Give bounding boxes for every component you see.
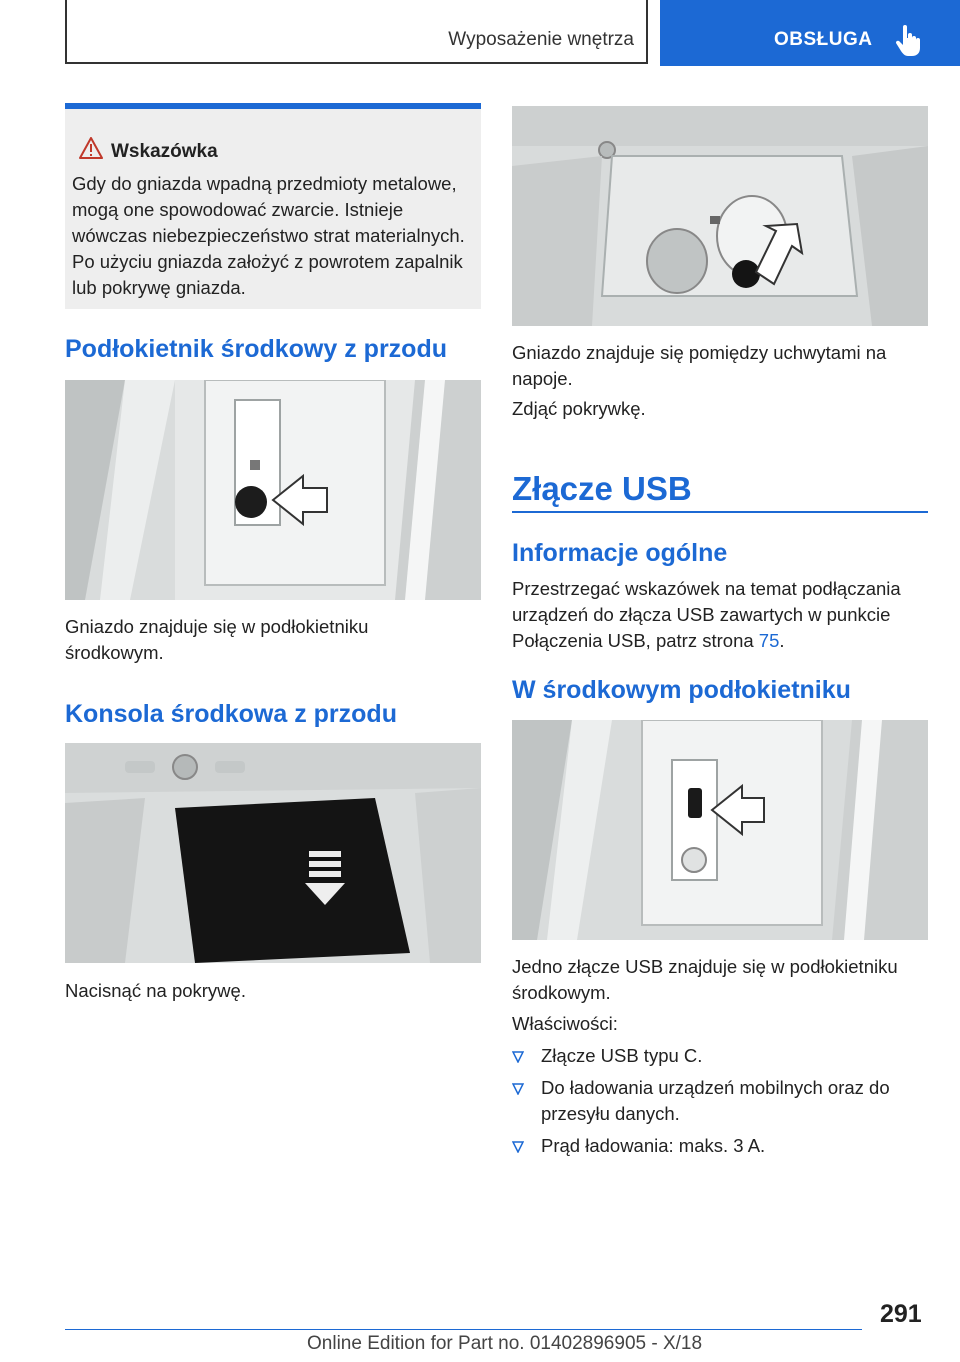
warning-note xyxy=(65,103,481,309)
heading-front-console: Konsola środkowa z przodu xyxy=(65,700,397,728)
bullet-triangle-icon xyxy=(512,1141,524,1153)
footer-edition: Online Edition for Part no. 01402896905 - X/18 xyxy=(307,1333,703,1354)
note-body: Gdy do gniazda wpadną przedmioty metalowe, mogą one spowodować zwarcie. Istnieje wówczas niebezpieczeństwo strat materialnych. Po użyciu gniazda założyć z powrotem zapalnik lub pokrywę gniazda. xyxy=(72,173,465,298)
warning-triangle-icon xyxy=(79,137,103,159)
caption-front-console: Nacisnąć na pokrywę. xyxy=(65,980,246,1001)
chapter-title: Wyposażenie wnętrza xyxy=(448,29,634,50)
header-frame xyxy=(65,0,648,64)
bullet-triangle-icon xyxy=(512,1051,524,1063)
heading-general-info: Informacje ogólne xyxy=(512,539,728,567)
footer-rule xyxy=(65,1329,862,1330)
heading-usb-rule xyxy=(512,511,928,513)
photo-front-armrest xyxy=(65,380,481,600)
general-info-text: Przestrzegać wskazówek na temat podłączania urządzeń do złącza USB zawartych w punkcie Połączenia USB, patrz strona 75. xyxy=(512,578,901,651)
caption-front-armrest: Gniazdo znajduje się w podłokietniku środkowym. xyxy=(65,616,369,663)
heading-usb: Złącze USB xyxy=(512,470,692,507)
heading-front-armrest: Podłokietnik środkowy z przodu xyxy=(65,335,447,363)
section-tab-label: OBSŁUGA xyxy=(774,29,873,50)
heading-center-armrest: W środkowym podłokietniku xyxy=(512,676,851,704)
note-heading: Wskazówka xyxy=(111,141,218,162)
photo-cupholder xyxy=(512,106,928,326)
section-tab[interactable] xyxy=(660,0,960,66)
page-link-75[interactable]: 75 xyxy=(758,630,780,651)
caption-usb-armrest: Jedno złącze USB znajduje się w podłokietniku środkowym. xyxy=(512,956,898,1003)
bullet-triangle-icon xyxy=(512,1083,524,1095)
caption-cupholder-2: Zdjąć pokrywkę. xyxy=(512,398,646,419)
hand-pointer-icon xyxy=(896,24,920,56)
page-number: 291 xyxy=(880,1300,922,1328)
photo-usb-armrest xyxy=(512,720,928,940)
caption-cupholder-1: Gniazdo znajduje się pomiędzy uchwytami na napoje. xyxy=(512,342,887,389)
properties-label: Właściwości: xyxy=(512,1013,618,1034)
photo-front-console xyxy=(65,743,481,963)
